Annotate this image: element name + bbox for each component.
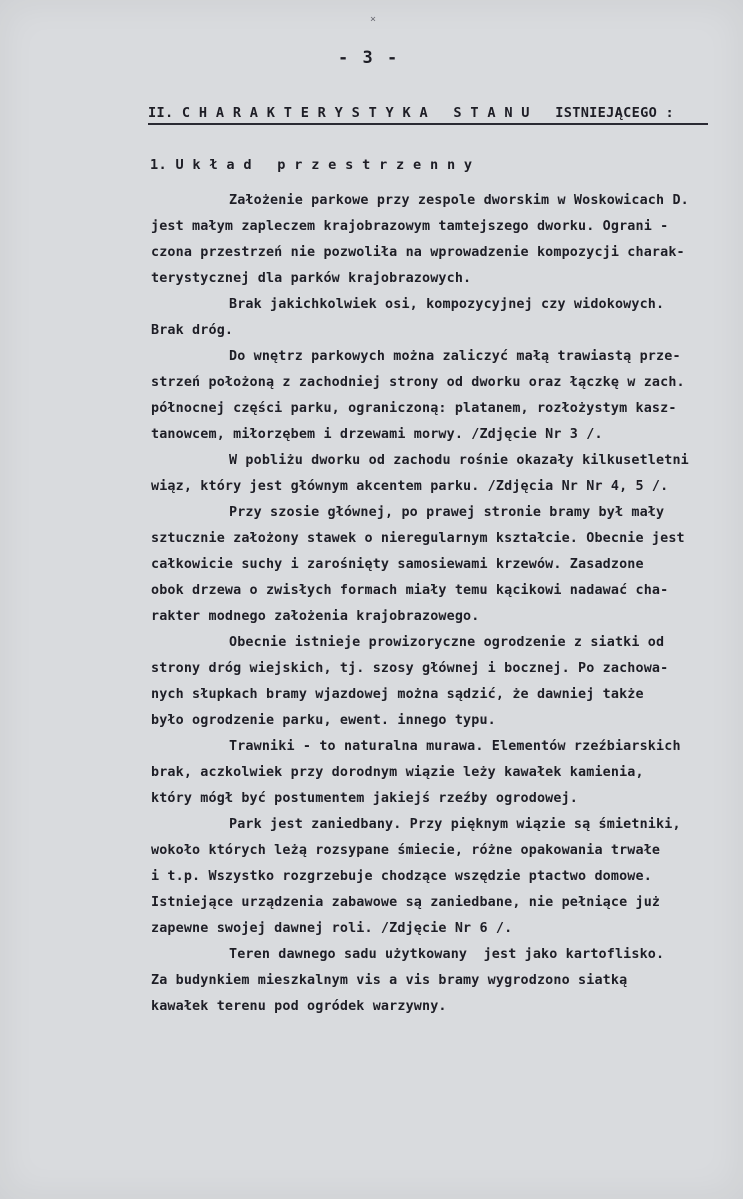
body-line: jest małym zapleczem krajobrazowym tamtejszego dworku. Ograni - (151, 219, 669, 234)
body-line: który mógł być postumentem jakiejś rzeźby ogrodowej. (151, 791, 579, 806)
body-line: Teren dawnego sadu użytkowany jest jako kartoflisko. (229, 947, 665, 962)
body-line: nych słupkach bramy wjazdowej można sądzić, że dawniej także (151, 687, 644, 702)
body-line: zapewne swojej dawnej roli. /Zdjęcie Nr 6 /. (151, 921, 513, 936)
body-line: brak, aczkolwiek przy dorodnym wiązie leży kawałek kamienia, (151, 765, 644, 780)
body-line: wokoło których leżą rozsypane śmiecie, różne opakowania trwałe (151, 843, 661, 858)
body-line: Brak dróg. (151, 323, 234, 338)
page-number: - 3 - (338, 48, 400, 68)
body-line: Za budynkiem mieszkalnym vis a vis bramy wygrodzono siatką (151, 973, 628, 988)
body-line: i t.p. Wszystko rozgrzebuje chodzące wszędzie ptactwo domowe. (151, 869, 652, 884)
body-line: całkowicie suchy i zarośnięty samosiewami krzewów. Zasadzone (151, 557, 644, 572)
body-line: Trawniki - to naturalna murawa. Elementów rzeźbiarskich (229, 739, 681, 754)
body-line: obok drzewa o zwisłych formach miały temu kącikowi nadawać cha- (151, 583, 669, 598)
body-line: Obecnie istnieje prowizoryczne ogrodzenie z siatki od (229, 635, 665, 650)
body-line: Założenie parkowe przy zespole dworskim w Woskowicach D. (229, 193, 689, 208)
body-line: Brak jakichkolwiek osi, kompozycyjnej czy widokowych. (229, 297, 665, 312)
body-line: było ogrodzenie parku, ewent. innego typu. (151, 713, 496, 728)
body-line: rakter modnego założenia krajobrazowego. (151, 609, 480, 624)
body-line: Przy szosie głównej, po prawej stronie bramy był mały (229, 505, 665, 520)
top-mark: × (370, 14, 377, 25)
body-line: północnej części parku, ograniczoną: platanem, rozłożystym kasz- (151, 401, 677, 416)
body-line: sztucznie założony stawek o nieregularnym kształcie. Obecnie jest (151, 531, 685, 546)
section-heading: II. C H A R A K T E R Y S T Y K A S T A N U ISTNIEJĄCEGO : (148, 105, 675, 121)
subsection-heading: 1. U k ł a d p r z e s t r z e n n y (150, 157, 473, 173)
body-line: strzeń położoną z zachodniej strony od dworku oraz łączkę w zach. (151, 375, 685, 390)
body-line: wiąz, który jest głównym akcentem parku. /Zdjęcia Nr Nr 4, 5 /. (151, 479, 669, 494)
body-line: tanowcem, miłorzębem i drzewami morwy. /Zdjęcie Nr 3 /. (151, 427, 603, 442)
body-line: terystycznej dla parków krajobrazowych. (151, 271, 472, 286)
section-heading-underline (148, 123, 708, 125)
body-line: Do wnętrz parkowych można zaliczyć małą trawiastą prze- (229, 349, 681, 364)
body-line: strony dróg wiejskich, tj. szosy głównej i bocznej. Po zachowa- (151, 661, 669, 676)
body-line: W pobliżu dworku od zachodu rośnie okazały kilkusetletni (229, 453, 689, 468)
body-line: czona przestrzeń nie pozwoliła na wprowadzenie kompozycji charak- (151, 245, 685, 260)
body-line: Istniejące urządzenia zabawowe są zaniedbane, nie pełniące już (151, 895, 661, 910)
body-line: kawałek terenu pod ogródek warzywny. (151, 999, 447, 1014)
body-line: Park jest zaniedbany. Przy pięknym wiązie są śmietniki, (229, 817, 681, 832)
